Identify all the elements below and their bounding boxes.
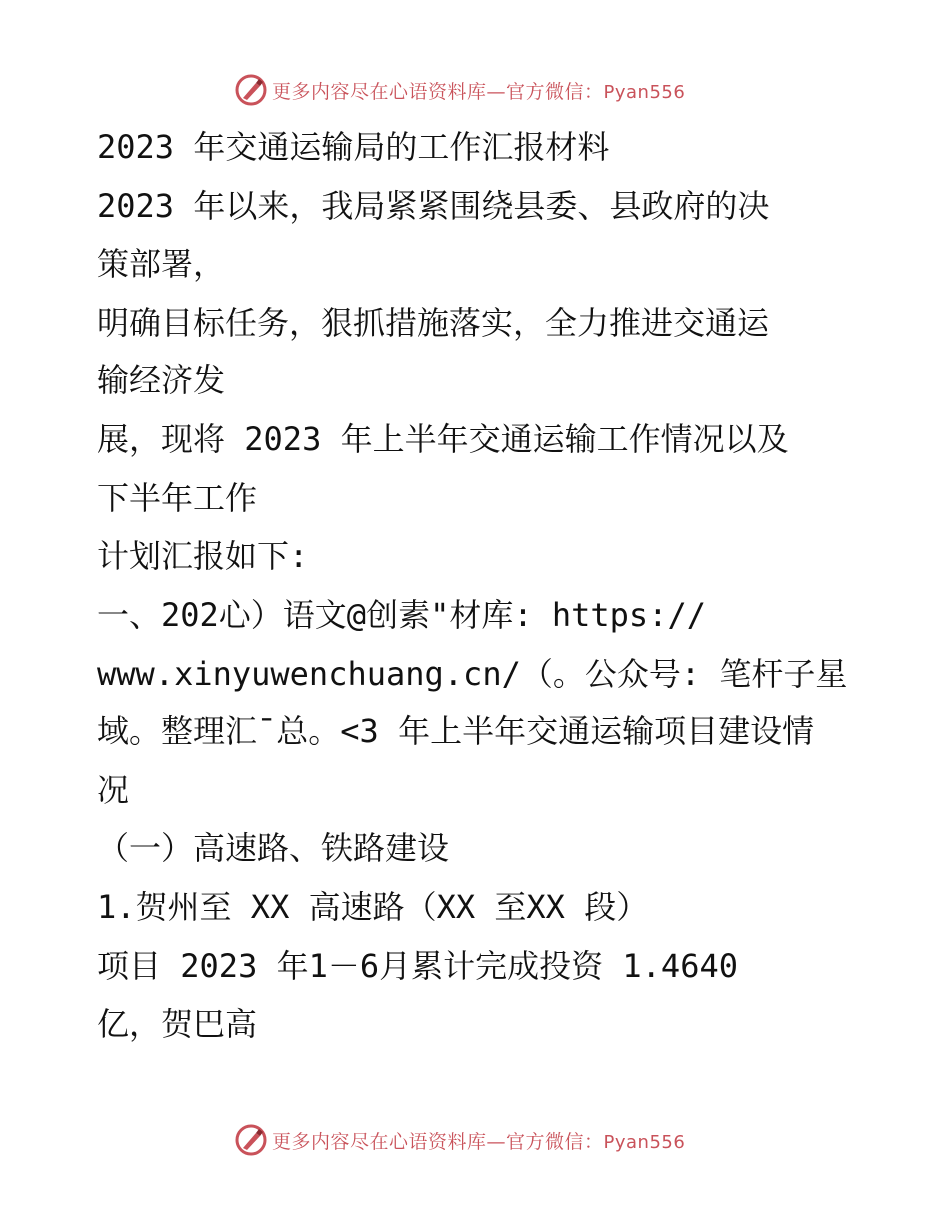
doc-line: 策部署， [97, 245, 226, 283]
doc-line: www.xinyuwenchuang.cn/（。公众号: 笔杆子星 [97, 655, 848, 693]
doc-line: 计划汇报如下: [97, 537, 309, 575]
watermark-header [234, 73, 685, 107]
watermark-footer-text: 更多内容尽在心语资料库—官方微信：Pyan556 [272, 1130, 686, 1153]
doc-line: 亿，贺巴高 [97, 1005, 258, 1043]
doc-line: 2023 年以来，我局紧紧围绕县委、县政府的决 [97, 187, 770, 225]
pen-logo-icon [234, 73, 268, 107]
doc-line: 2023 年交通运输局的工作汇报材料 [97, 128, 610, 166]
watermark-footer [234, 1123, 685, 1157]
doc-line: 项目 2023 年1－6月累计完成投资 1.4640 [97, 947, 738, 985]
doc-line: 明确目标任务，狠抓措施落实，全力推进交通运 [97, 304, 770, 342]
doc-line: 域。整理汇¯总。<3 年上半年交通运输项目建设情 [97, 712, 815, 750]
doc-line: （一）高速路、铁路建设 [97, 829, 450, 867]
doc-line: 1.贺州至 XX 高速路（XX 至XX 段） [97, 888, 649, 926]
doc-line: 展，现将 2023 年上半年交通运输工作情况以及 [97, 420, 789, 458]
doc-line: 下半年工作 [97, 479, 258, 517]
doc-line: 一、202心）语文@创素"材库: https:// [97, 596, 706, 634]
doc-line: 况 [97, 771, 130, 809]
pen-logo-icon [234, 1123, 268, 1157]
watermark-header-text: 更多内容尽在心语资料库—官方微信：Pyan556 [272, 80, 686, 103]
doc-line: 输经济发 [97, 361, 226, 399]
